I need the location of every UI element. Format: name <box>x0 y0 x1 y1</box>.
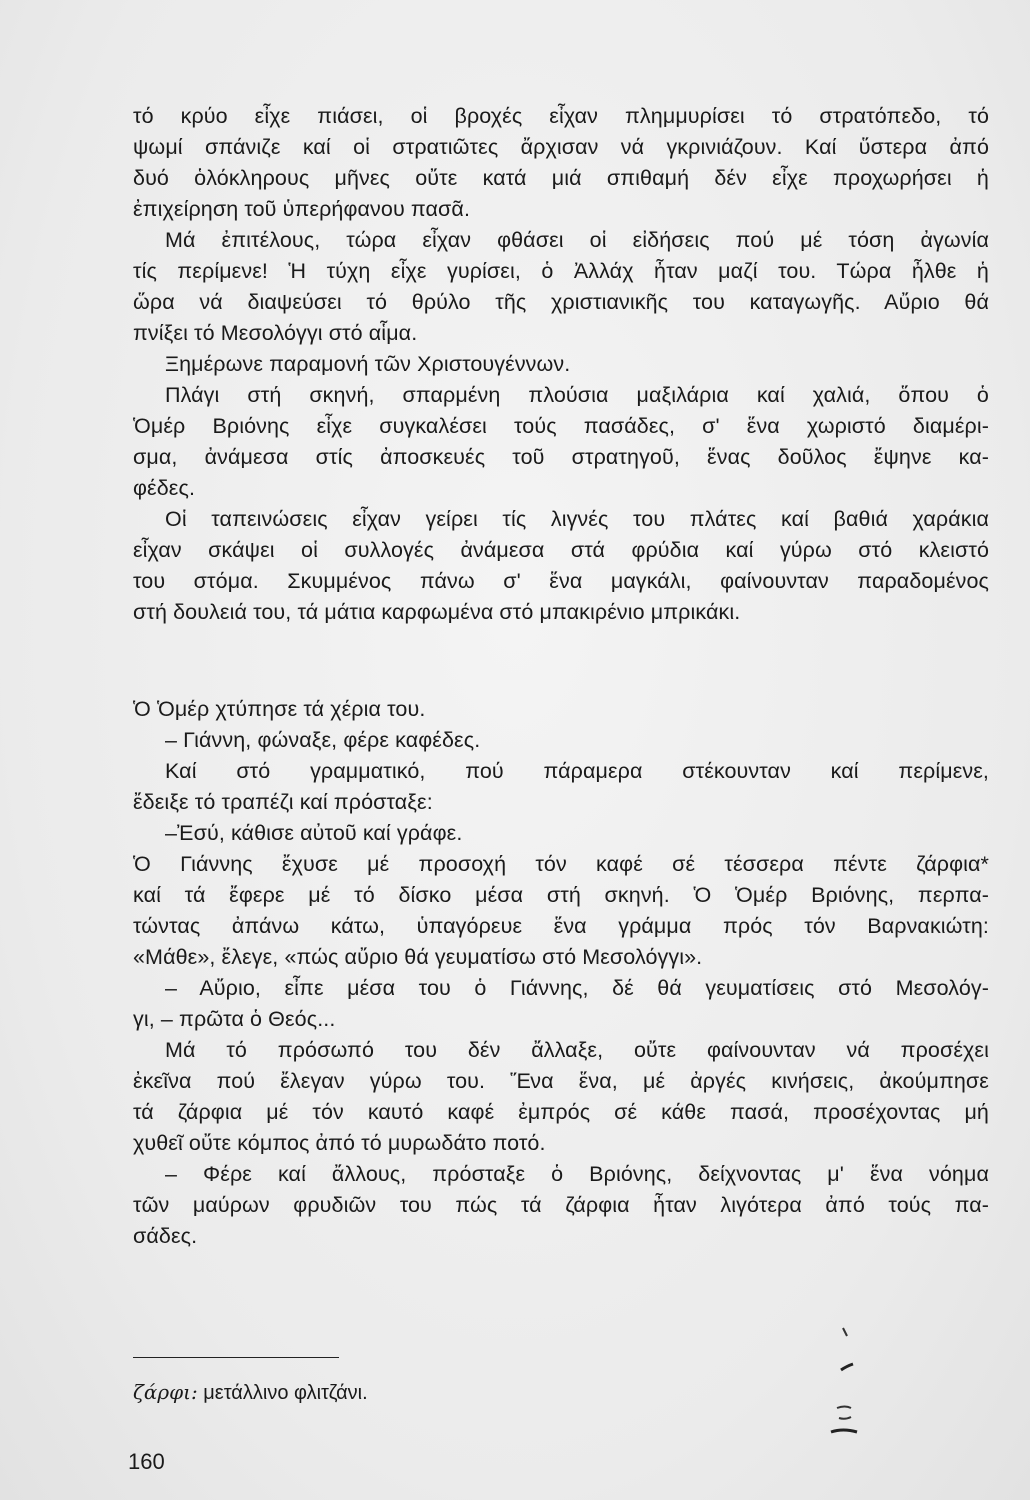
text-line: Ὁ Ὁμέρ χτύπησε τά χέρια του. <box>133 697 426 721</box>
text-line: πνίξει τό Μεσολόγγι στό αἷμα. <box>133 321 418 345</box>
text-line: Ξημέρωνε παραμονή τῶν Χριστουγέννων. <box>165 352 571 376</box>
text-line: στή δουλειά του, τά μάτια καρφωμένα στό μπακιρένιο μπρικάκι. <box>133 600 741 624</box>
text-line: «Μάθε», ἔλεγε, «πώς αὔριο θά γευματίσω στό Μεσολόγγι». <box>133 945 703 969</box>
text-line: Μά ἐπιτέλους, τώρα εἶχαν φθάσει οἱ εἰδήσεις πού μέ τόση ἀγωνία <box>165 228 989 252</box>
text-line: Ὁμέρ Βριόνης εἶχε συγκαλέσει τούς πασάδες, σ' ἕνα χωριστό διαμέρι- <box>133 414 989 438</box>
text-line: χυθεῖ οὔτε κόμπος ἀπό τό μυρωδάτο ποτό. <box>133 1131 546 1155</box>
text-line: τώντας ἀπάνω κάτω, ὑπαγόρευε ἕνα γράμμα πρός τόν Βαρνακιώτη: <box>133 914 989 938</box>
text-line: Ὁ Γιάννης ἔχυσε μέ προσοχή τόν καφέ σέ τέσσερα πέντε ζάρφια* <box>133 852 989 876</box>
footnote-term: ζάρφι: <box>133 1380 198 1404</box>
text-line: Καί στό γραμματικό, πού πάραμερα στέκουνταν καί περίμενε, <box>165 759 989 783</box>
text-line: ἔδειξε τό τραπέζι καί πρόσταξε: <box>133 790 433 814</box>
page-number: 160 <box>128 1449 165 1474</box>
main-text-block <box>133 101 989 1252</box>
text-line: τά ζάρφια μέ τόν καυτό καφέ ἐμπρός σέ κάθε πασά, προσέχοντας μή <box>133 1100 989 1124</box>
text-line: σμα, ἀνάμεσα στίς ἀποσκευές τοῦ στρατηγοῦ, ἕνας δοῦλος ἔψηνε κα- <box>133 445 989 469</box>
text-line: φέδες. <box>133 476 196 500</box>
text-line: – Αὔριο, εἶπε μέσα του ὁ Γιάννης, δέ θά γευματίσεις στό Μεσολόγ- <box>165 976 989 1000</box>
section-gap <box>133 628 989 694</box>
footnote-definition: μετάλλινο φλιτζάνι. <box>203 1382 368 1404</box>
text-line: ἐπιχείρηση τοῦ ὑπερήφανου πασᾶ. <box>133 197 471 221</box>
text-line: καί τά ἔφερε μέ τό δίσκο μέσα στή σκηνή. Ὁ Ὁμέρ Βριόνης, περπα- <box>133 883 989 907</box>
text-line: σάδες. <box>133 1224 198 1248</box>
text-line: γι, – πρῶτα ὁ Θεός... <box>133 1007 336 1031</box>
text-line: ψωμί σπάνιζε καί οἱ στρατιῶτες ἄρχισαν νά γκρινιάζουν. Καί ὕστερα ἀπό <box>133 135 989 159</box>
footnote-separator <box>133 1357 339 1358</box>
text-line: ὥρα νά διαψεύσει τό θρύλο τῆς χριστιανικῆς του καταγωγῆς. Αὔριο θά <box>133 290 989 314</box>
text-line: του στόμα. Σκυμμένος πάνω σ' ἕνα μαγκάλι, φαίνουνταν παραδομένος <box>133 569 989 593</box>
text-line: δυό ὁλόκληρους μῆνες οὔτε κατά μιά σπιθαμή δέν εἶχε προχωρήσει ἡ <box>133 166 989 190</box>
text-line: Οἱ ταπεινώσεις εἶχαν γείρει τίς λιγνές του πλάτες καί βαθιά χαράκια <box>165 507 989 531</box>
text-line: τό κρύο εἶχε πιάσει, οἱ βροχές εἶχαν πλημμυρίσει τό στρατόπεδο, τό <box>133 104 989 128</box>
text-line: εἶχαν σκάψει οἱ συλλογές ἀνάμεσα στά φρύδια καί γύρω στό κλειστό <box>133 538 989 562</box>
text-line: –Ἐσύ, κάθισε αὐτοῦ καί γράφε. <box>165 821 463 845</box>
text-line: τῶν μαύρων φρυδιῶν του πώς τά ζάρφια ἦταν λιγότερα ἀπό τούς πα- <box>133 1193 989 1217</box>
text-line: Μά τό πρόσωπό του δέν ἄλλαξε, οὔτε φαίνουνταν νά προσέχει <box>165 1038 989 1062</box>
text-line: Πλάγι στή σκηνή, σπαρμένη πλούσια μαξιλάρια καί χαλιά, ὅπου ὁ <box>165 383 989 407</box>
text-line: τίς περίμενε! Ἡ τύχη εἶχε γυρίσει, ὁ Ἀλλάχ ἦταν μαζί του. Τώρα ἦλθε ἡ <box>133 259 989 283</box>
footnote <box>133 1379 368 1406</box>
text-line: ἐκεῖνα πού ἔλεγαν γύρω του. Ἕνα ἕνα, μέ ἀργές κινήσεις, ἀκούμπησε <box>133 1069 989 1093</box>
text-line: – Φέρε καί ἄλλους, πρόσταξε ὁ Βριόνης, δείχνοντας μ' ἕνα νόημα <box>165 1162 989 1186</box>
margin-pencil-marks <box>815 1318 875 1438</box>
text-line: – Γιάννη, φώναξε, φέρε καφέδες. <box>165 728 481 752</box>
